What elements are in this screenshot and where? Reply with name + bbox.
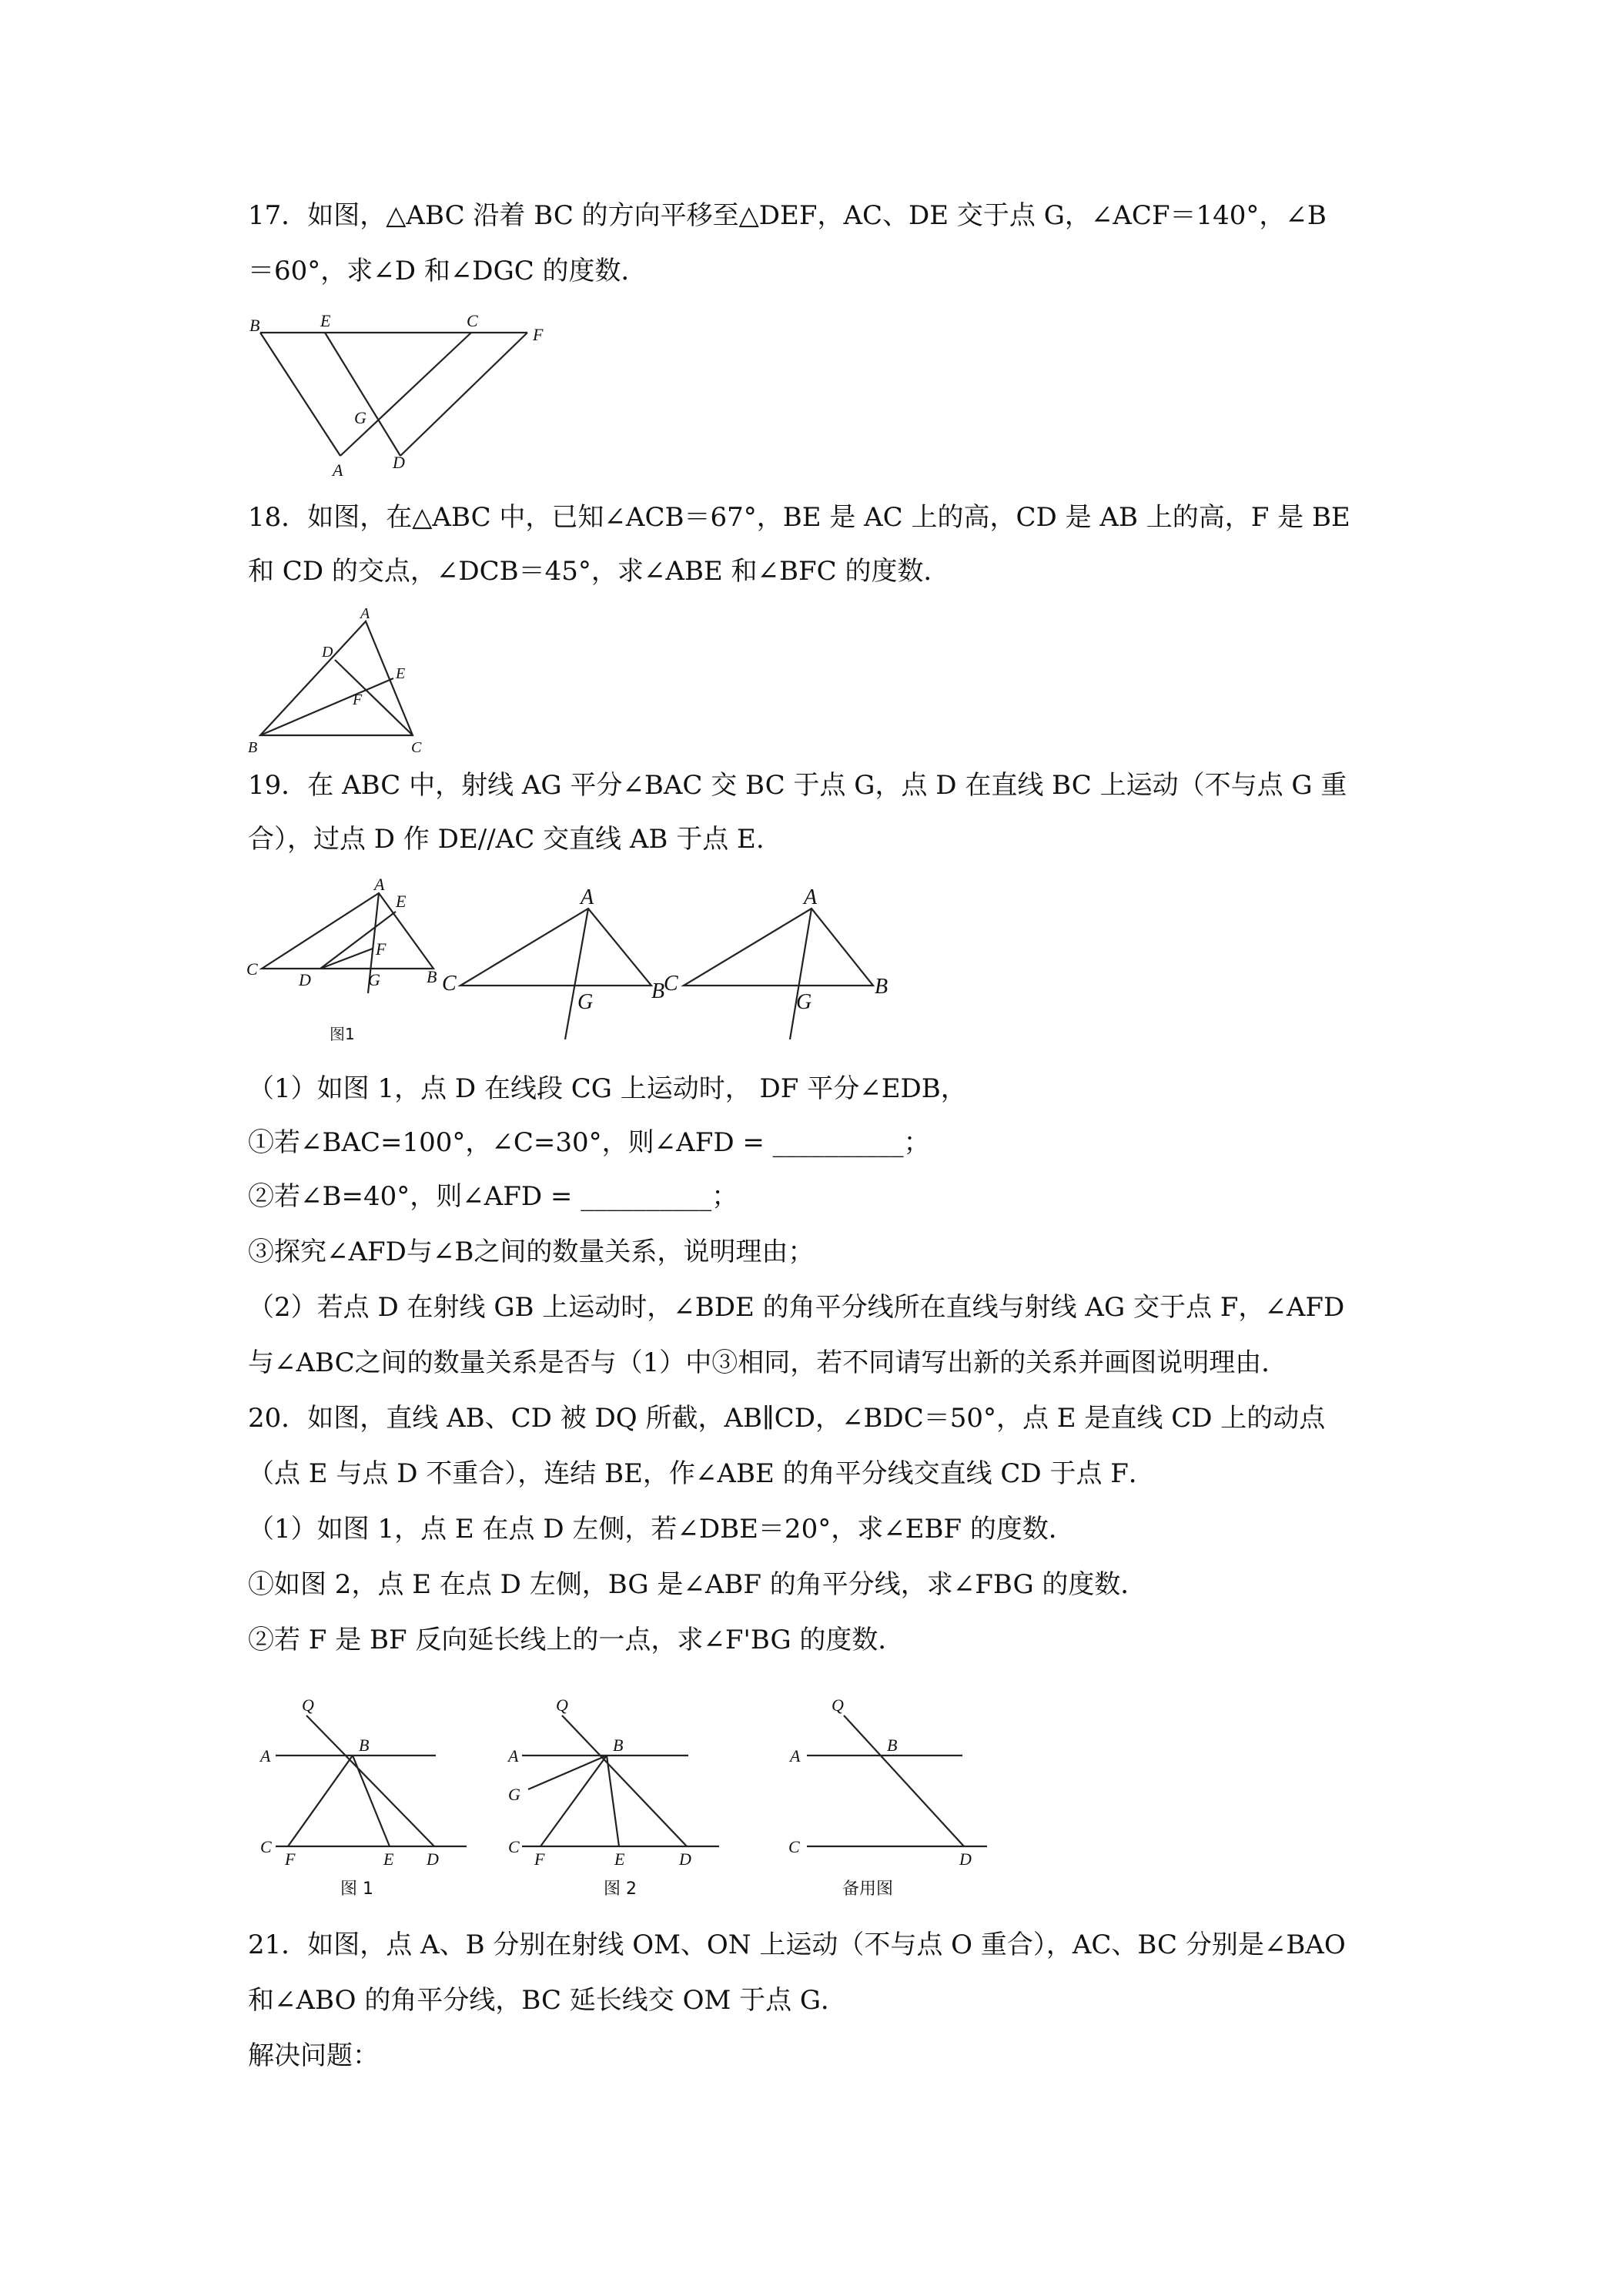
p18-label-a: A [360,605,370,622]
p19-question-2b: 与∠ABC之间的数量关系是否与（1）中③相同，若不同请写出新的关系并画图说明理由． [248,1347,1288,1378]
p20-f3-label-d: D [959,1849,972,1869]
p19-figure-3 [661,885,892,1039]
p17-label-g: G [354,408,366,427]
p20-f2-label-b: B [613,1735,624,1755]
p19-line-2: 合），过点 D 作 DE//AC 交直线 AB 于点 E. [248,824,765,855]
p19-f3-label-c: C [664,972,678,996]
p19-f1-label-g: G [368,970,380,989]
p18-label-f: F [353,691,363,708]
p20-line-5: ②若 F 是 BF 反向延长线上的一点，求∠F'BG 的度数． [248,1625,905,1655]
p19-f1-label-a: A [374,878,385,894]
p20-line-2: （点 E 与点 D 不重合），连结 BE，作∠ABE 的角平分线交直线 CD 于点 F． [248,1458,1155,1489]
p20-figure-3 [779,1694,1010,1902]
p20-f1-label-b: B [359,1735,370,1755]
p20-f1-caption: 图 1 [340,1879,373,1899]
p19-question-1c: ③探究∠AFD与∠B之间的数量关系，说明理由； [248,1237,815,1267]
p20-f1-label-e: E [383,1849,394,1869]
p20-f2-label-q: Q [556,1695,568,1715]
p19-f3-label-g: G [796,990,812,1014]
p19-figure-2 [439,885,670,1039]
p20-f2-label-d: D [679,1849,691,1869]
p19-f3-label-a: A [804,885,818,909]
p19-f2-label-c: C [442,972,457,996]
p17-label-d: D [393,453,405,472]
p20-f1-label-q: Q [302,1695,314,1715]
p17-label-a: A [333,460,343,480]
p19-f3-label-b: B [875,975,888,999]
p20-f2-label-c: C [508,1837,520,1856]
p19-f1-label-e: E [396,892,407,911]
p20-f3-caption: 备用图 [842,1879,894,1899]
p21-line-2: 和∠ABO 的角平分线，BC 延长线交 OM 于点 G． [248,1985,848,2016]
p20-figure-1 [254,1694,485,1902]
p17-label-b: B [249,316,260,335]
p17-figure [246,308,570,481]
p20-f1-label-a: A [260,1746,271,1766]
p17-line-1: 17．如图，△ABC 沿着 BC 的方向平移至△DEF，AC、DE 交于点 G，∠ACF＝140°，∠B [248,200,1327,231]
p20-f1-label-d: D [427,1849,439,1869]
p20-f3-label-a: A [790,1746,801,1766]
p18-label-c: C [411,739,422,756]
p21-line-3: 解决问题： [248,2040,379,2071]
p18-figure [245,604,445,758]
p19-f1-caption: 图1 [330,1025,355,1043]
p19-f1-label-b: B [427,967,437,986]
p20-line-4: ①如图 2，点 E 在点 D 左侧，BG 是∠ABF 的角平分线，求∠FBG 的度数． [248,1569,1147,1600]
p20-f1-label-f: F [285,1849,296,1869]
p20-f3-label-q: Q [832,1695,844,1715]
p17-label-e: E [320,311,331,330]
p20-f2-label-e: E [614,1849,625,1869]
p19-f2-label-g: G [577,990,594,1014]
p18-label-b: B [248,739,258,756]
p17-label-c: C [467,311,478,330]
p18-line-2: 和 CD 的交点，∠DCB＝45°，求∠ABE 和∠BFC 的度数． [248,556,950,587]
p19-line-1: 19．在 ABC 中，射线 AG 平分∠BAC 交 BC 于点 G，点 D 在直线 BC 上运动（不与点 G 重 [248,770,1347,801]
p20-f3-label-c: C [788,1837,800,1856]
p19-f2-label-b: B [651,979,665,1003]
p19-f1-label-c: C [246,959,258,979]
p18-line-1: 18．如图，在△ABC 中，已知∠ACB＝67°，BE 是 AC 上的高，CD 是 AB 上的高，F 是 BE [248,502,1350,533]
p19-figure-1 [245,878,453,1047]
p19-f2-label-a: A [581,885,594,909]
p19-f1-label-f: F [376,939,387,959]
p19-question-1a: ①若∠BAC=100°，∠C=30°，则∠AFD = __________； [248,1127,930,1158]
p20-f1-label-c: C [260,1837,272,1856]
p20-f2-label-a: A [508,1746,519,1766]
p20-f2-caption: 图 2 [604,1879,637,1899]
p21-line-1: 21．如图，点 A、B 分别在射线 OM、ON 上运动（不与点 O 重合），AC、BC 分别是∠BAO [248,1930,1346,1960]
p20-line-3: （1）如图 1，点 E 在点 D 左侧，若∠DBE＝20°，求∠EBF 的度数． [248,1514,1075,1545]
p20-figure-2 [504,1694,735,1902]
p17-label-f: F [533,325,544,344]
p20-f2-label-g: G [508,1785,520,1804]
p19-f1-label-d: D [299,970,311,989]
p19-question-1: （1）如图 1，点 D 在线段 CG 上运动时， DF 平分∠EDB， [248,1073,967,1104]
p20-line-1: 20．如图，直线 AB、CD 被 DQ 所截，AB∥CD，∠BDC＝50°，点 E 是直线 CD 上的动点 [248,1403,1326,1434]
p20-f2-label-f: F [534,1849,545,1869]
p20-f3-label-b: B [887,1735,898,1755]
p17-line-2: ＝60°，求∠D 和∠DGC 的度数． [248,256,648,286]
p19-question-1b: ②若∠B=40°，则∠AFD = __________； [248,1181,738,1212]
p18-label-e: E [396,665,406,682]
p19-question-2a: （2）若点 D 在射线 GB 上运动时，∠BDE 的角平分线所在直线与射线 AG 交于点 F，∠AFD [248,1292,1345,1323]
p18-label-d: D [322,644,333,661]
